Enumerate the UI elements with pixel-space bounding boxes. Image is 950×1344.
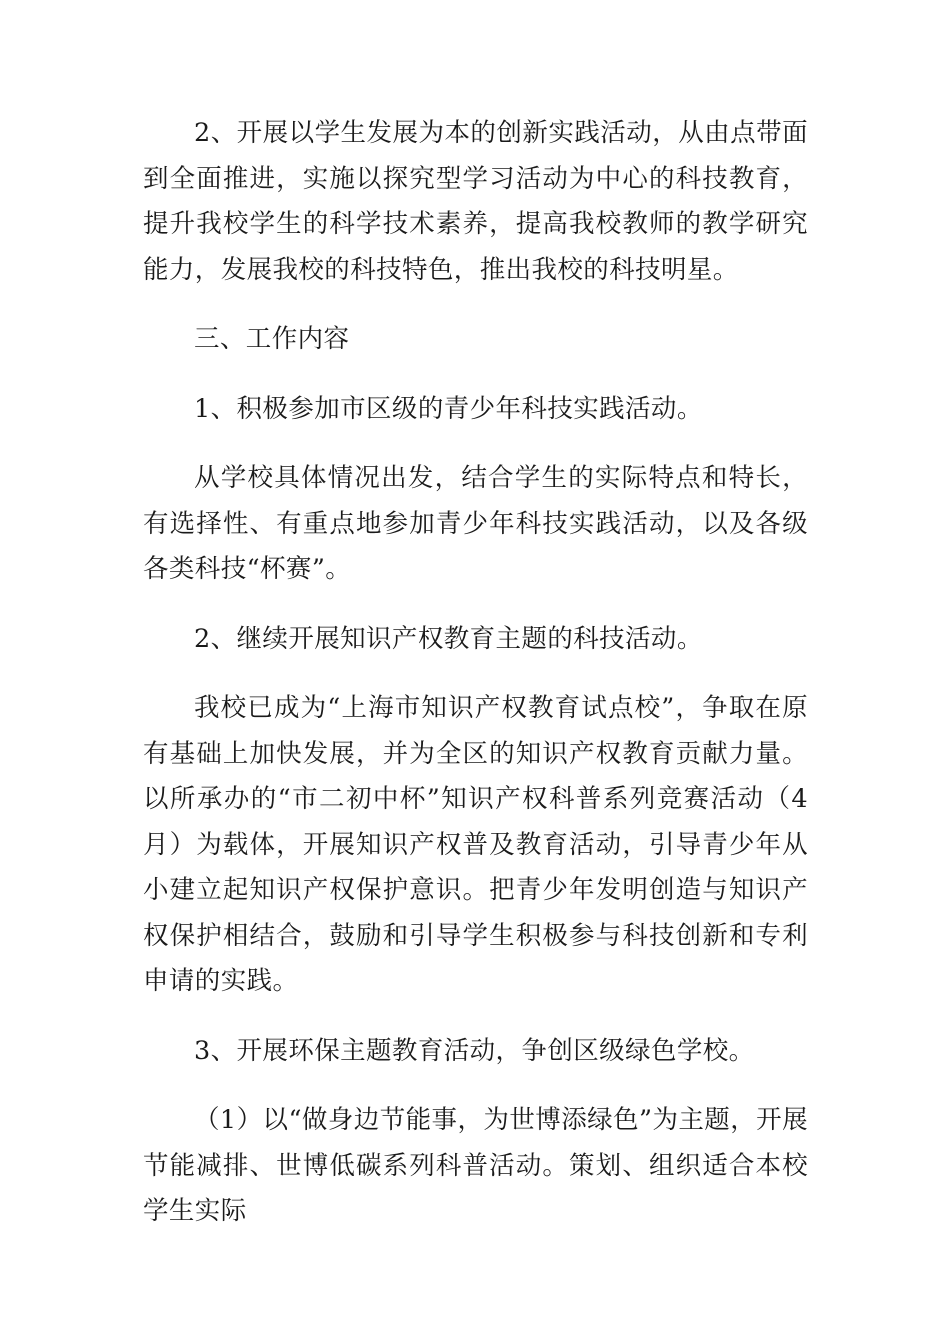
section-heading-work-content: 三、工作内容: [194, 324, 350, 354]
paragraph-item-1: 从学校具体情况出发，结合学生的实际特点和特长，有选择性、有重点地参加青少年科技实践活动，以及各级各类科技“杯赛”。: [143, 463, 808, 584]
paragraph-item-3-1: （1）以“做身边节能事，为世博添绿色”为主题，开展节能减排、世博低碳系列科普活动。策划、组织适合本校学生实际: [143, 1105, 808, 1226]
item-heading-1: 1、积极参加市区级的青少年科技实践活动。: [194, 393, 703, 424]
item-heading-2: 2、继续开展知识产权教育主题的科技活动。: [194, 623, 703, 654]
document-page: [143, 111, 808, 1259]
item-heading-3: 3、开展环保主题教育活动，争创区级绿色学校。: [194, 1035, 755, 1066]
paragraph-goal-2: 2、开展以学生发展为本的创新实践活动，从由点带面到全面推进，实施以探究型学习活动为中心的科技教育，提升我校学生的科学技术素养，提高我校教师的教学研究能力，发展我校的科技特色，推出我校的科技明星。: [143, 118, 808, 285]
paragraph-item-2: 我校已成为“上海市知识产权教育试点校”，争取在原有基础上加快发展，并为全区的知识产权教育贡献力量。以所承办的“市二初中杯”知识产权科普系列竞赛活动（4月）为载体，开展知识产权普及教育活动，引导青少年从小建立起知识产权保护意识。把青少年发明创造与知识产权保护相结合，鼓励和引导学生积极参与科技创新和专利申请的实践。: [143, 693, 808, 996]
